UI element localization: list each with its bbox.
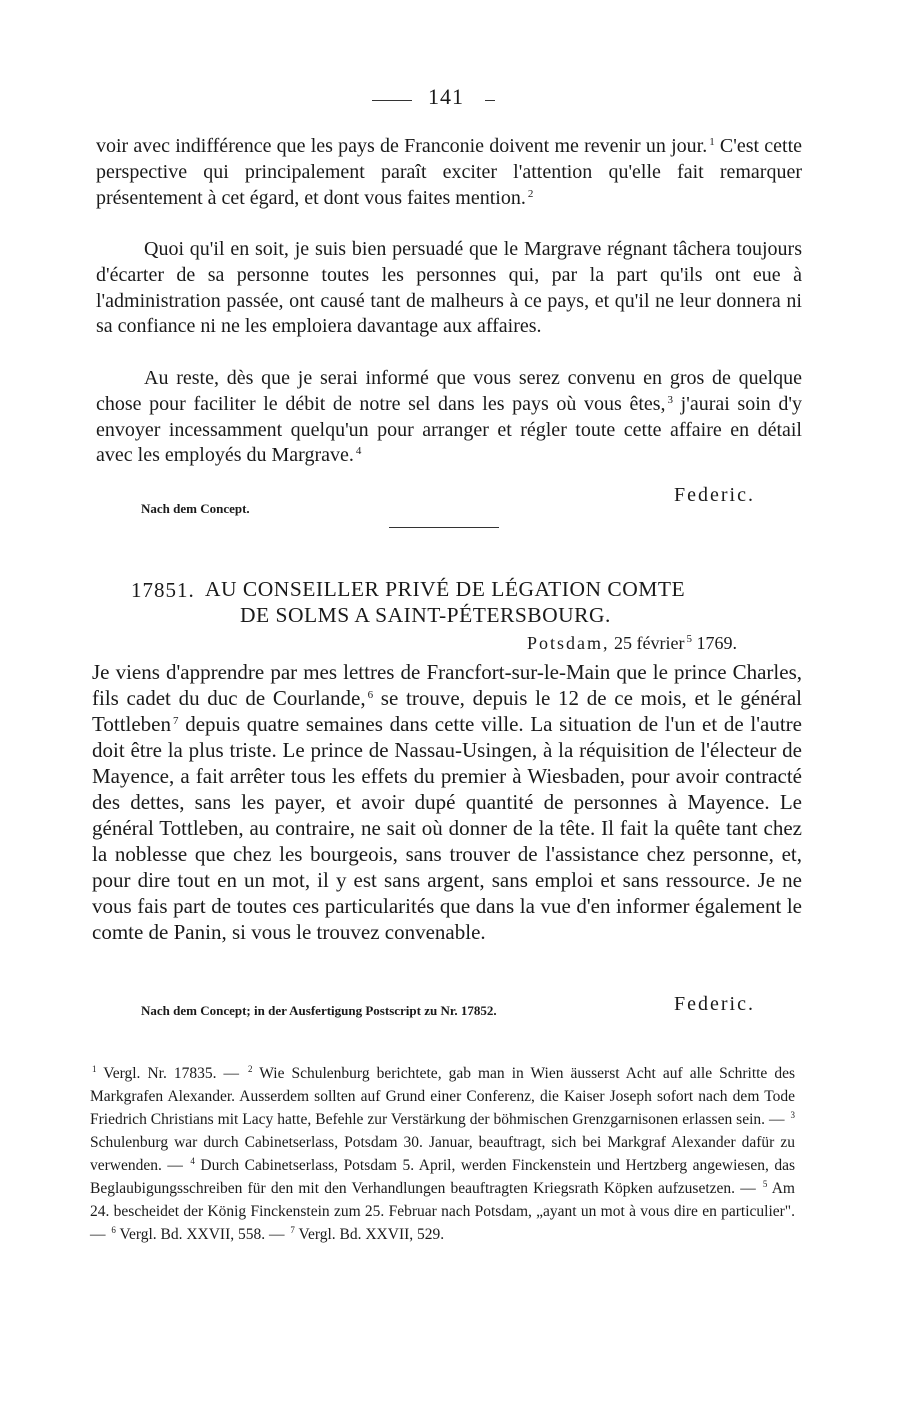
section-divider bbox=[389, 527, 499, 528]
letter-number: 17851. bbox=[131, 578, 195, 602]
footnote-ref[interactable]: 1 bbox=[709, 136, 715, 148]
footnote-text: Wie Schulenburg berichtete, gab man in Wien äusserst Acht auf alle Schritte des Markgrafen Alexander. Ausserdem sollten auf Grund einer Conferenz, die Kaiser Joseph sofort nach dem Tode Friedrich Christians mit Lacy hatte, Befehle zur Verstärkung der böhmischen Grenzgarnisonen erlassen sein. — bbox=[90, 1065, 795, 1128]
header-rule-left bbox=[372, 100, 412, 101]
paragraph-salt-trade bbox=[96, 366, 802, 469]
letter-title-line2: DE SOLMS A SAINT-PÉTERSBOURG. bbox=[240, 603, 611, 627]
footnote-ref[interactable]: 7 bbox=[173, 715, 179, 727]
source-note: Nach dem Concept. bbox=[141, 501, 250, 516]
header-rule-right bbox=[485, 100, 495, 101]
footnote-text: Vergl. Bd. XXVII, 529. bbox=[294, 1226, 445, 1243]
text-run: Au reste, dès que je serai informé que vous serez convenu en gros de quelque chose pour faciliter le débit de notre sel dans les pays où vous êtes, bbox=[96, 367, 802, 415]
paragraph-continuation bbox=[96, 134, 802, 211]
footnote-marker: 6 bbox=[111, 1225, 116, 1235]
footnote-marker: 1 bbox=[92, 1064, 97, 1074]
footnote-marker: 5 bbox=[762, 1179, 768, 1189]
footnote-ref[interactable]: 6 bbox=[367, 689, 374, 701]
page-number: 141 bbox=[428, 84, 464, 109]
footnote-marker: 2 bbox=[248, 1064, 253, 1074]
text-run: Je viens d'apprendre par mes lettres de Francfort-sur-le-Main que le prince Charles, fils cadet du duc de Courlande, bbox=[92, 660, 802, 710]
letter-title-line1: AU CONSEILLER PRIVÉ DE LÉGATION COMTE bbox=[205, 577, 686, 601]
footnote-ref[interactable]: 5 bbox=[686, 633, 692, 645]
text-run: C'est cette perspective qui principalement paraît exciter l'attention qu'elle fait remarquer présentement à cet égard, et dont vous faites mention. bbox=[96, 135, 802, 209]
text-run: se trouve, depuis le 12 de ce mois, et le général Tottleben bbox=[92, 686, 803, 736]
text-run: depuis quatre semaines dans cette ville. La situation de l'un et de l'autre doit être la plus triste. Le prince de Nassau-Usingen, à la réquisition de l'électeur de Mayence, a fait arrêter tous les effets du premier à Wiesbaden, pour avoir contracté des dettes, sans les payer, et avoir dupé quantité de personnes à Mayence. Le général Tottleben, au contraire, ne sait où donner de la tête. Il fait la quête tant chez la noblesse que chez les bourgeois, sans trouver de l'assistance chez personne, et, pour dire tout en un mot, il y est sans argent, sans emploi et sans ressource. Je ne vous fais part de toutes ces particularités que dans la vue d'en informer également le comte de Panin, si vous le trouvez convenable. bbox=[92, 712, 802, 944]
source-note: Nach dem Concept; in der Ausfertigung Postscript zu Nr. 17852. bbox=[141, 1003, 497, 1018]
footnote-marker: 4 bbox=[190, 1156, 195, 1166]
footnote-text: Vergl. Nr. 17835. — bbox=[96, 1065, 247, 1082]
dateline-place: Potsdam, bbox=[527, 633, 610, 653]
paragraph-margrave bbox=[96, 237, 802, 340]
text-run: voir avec indifférence que les pays de Franconie doivent me revenir un jour. bbox=[96, 135, 708, 157]
signature: Federic. bbox=[674, 993, 755, 1015]
signature: Federic. bbox=[674, 484, 755, 506]
dateline-date: 25 février bbox=[614, 633, 685, 653]
footnote-ref[interactable]: 2 bbox=[527, 187, 534, 200]
dateline-year: 1769. bbox=[696, 633, 737, 653]
footnote-text: Durch Cabinetserlass, Potsdam 5. April, werden Finckenstein und Hertzberg angewiesen, das Beglaubigungsschreiben für den mit den Verhandlungen beauftragten Kriegsrath Köpken aufzusetzen. — bbox=[90, 1157, 795, 1197]
footnote-ref[interactable]: 3 bbox=[667, 393, 674, 406]
footnote-text: Schulenburg war durch Cabinetserlass, Potsdam 30. Januar, beauftragt, sich bei Markgraf Alexander dafür zu verwenden. — bbox=[90, 1134, 795, 1174]
text-run: Quoi qu'il en soit, je suis bien persuadé que le Margrave régnant tâchera toujours d'écarter de sa personne toutes les personnes qui, par la part qu'ils ont eue à l'administration passée, ont causé tant de malheurs à ce pays, et qu'il ne leur donnera ni sa confiance ni ne les emploiera davantage aux affaires. bbox=[96, 238, 802, 338]
footnote-text: Vergl. Bd. XXVII, 558. — bbox=[115, 1226, 289, 1243]
dateline bbox=[527, 633, 737, 654]
text-run: j'aurai soin d'y envoyer incessamment quelqu'un pour arranger et régler toute cette affaire en détail avec les employés du Margrave. bbox=[96, 392, 802, 467]
letter-body bbox=[92, 659, 802, 945]
footnotes bbox=[90, 1062, 795, 1246]
footnote-marker: 3 bbox=[790, 1110, 795, 1120]
footnote-ref[interactable]: 4 bbox=[355, 445, 362, 458]
footnote-text: Am 24. bescheidet der König Finckenstein zum 25. Februar nach Potsdam, „ayant un mot à vous dire en particulier". — bbox=[90, 1180, 795, 1243]
footnote-marker: 7 bbox=[290, 1225, 295, 1235]
